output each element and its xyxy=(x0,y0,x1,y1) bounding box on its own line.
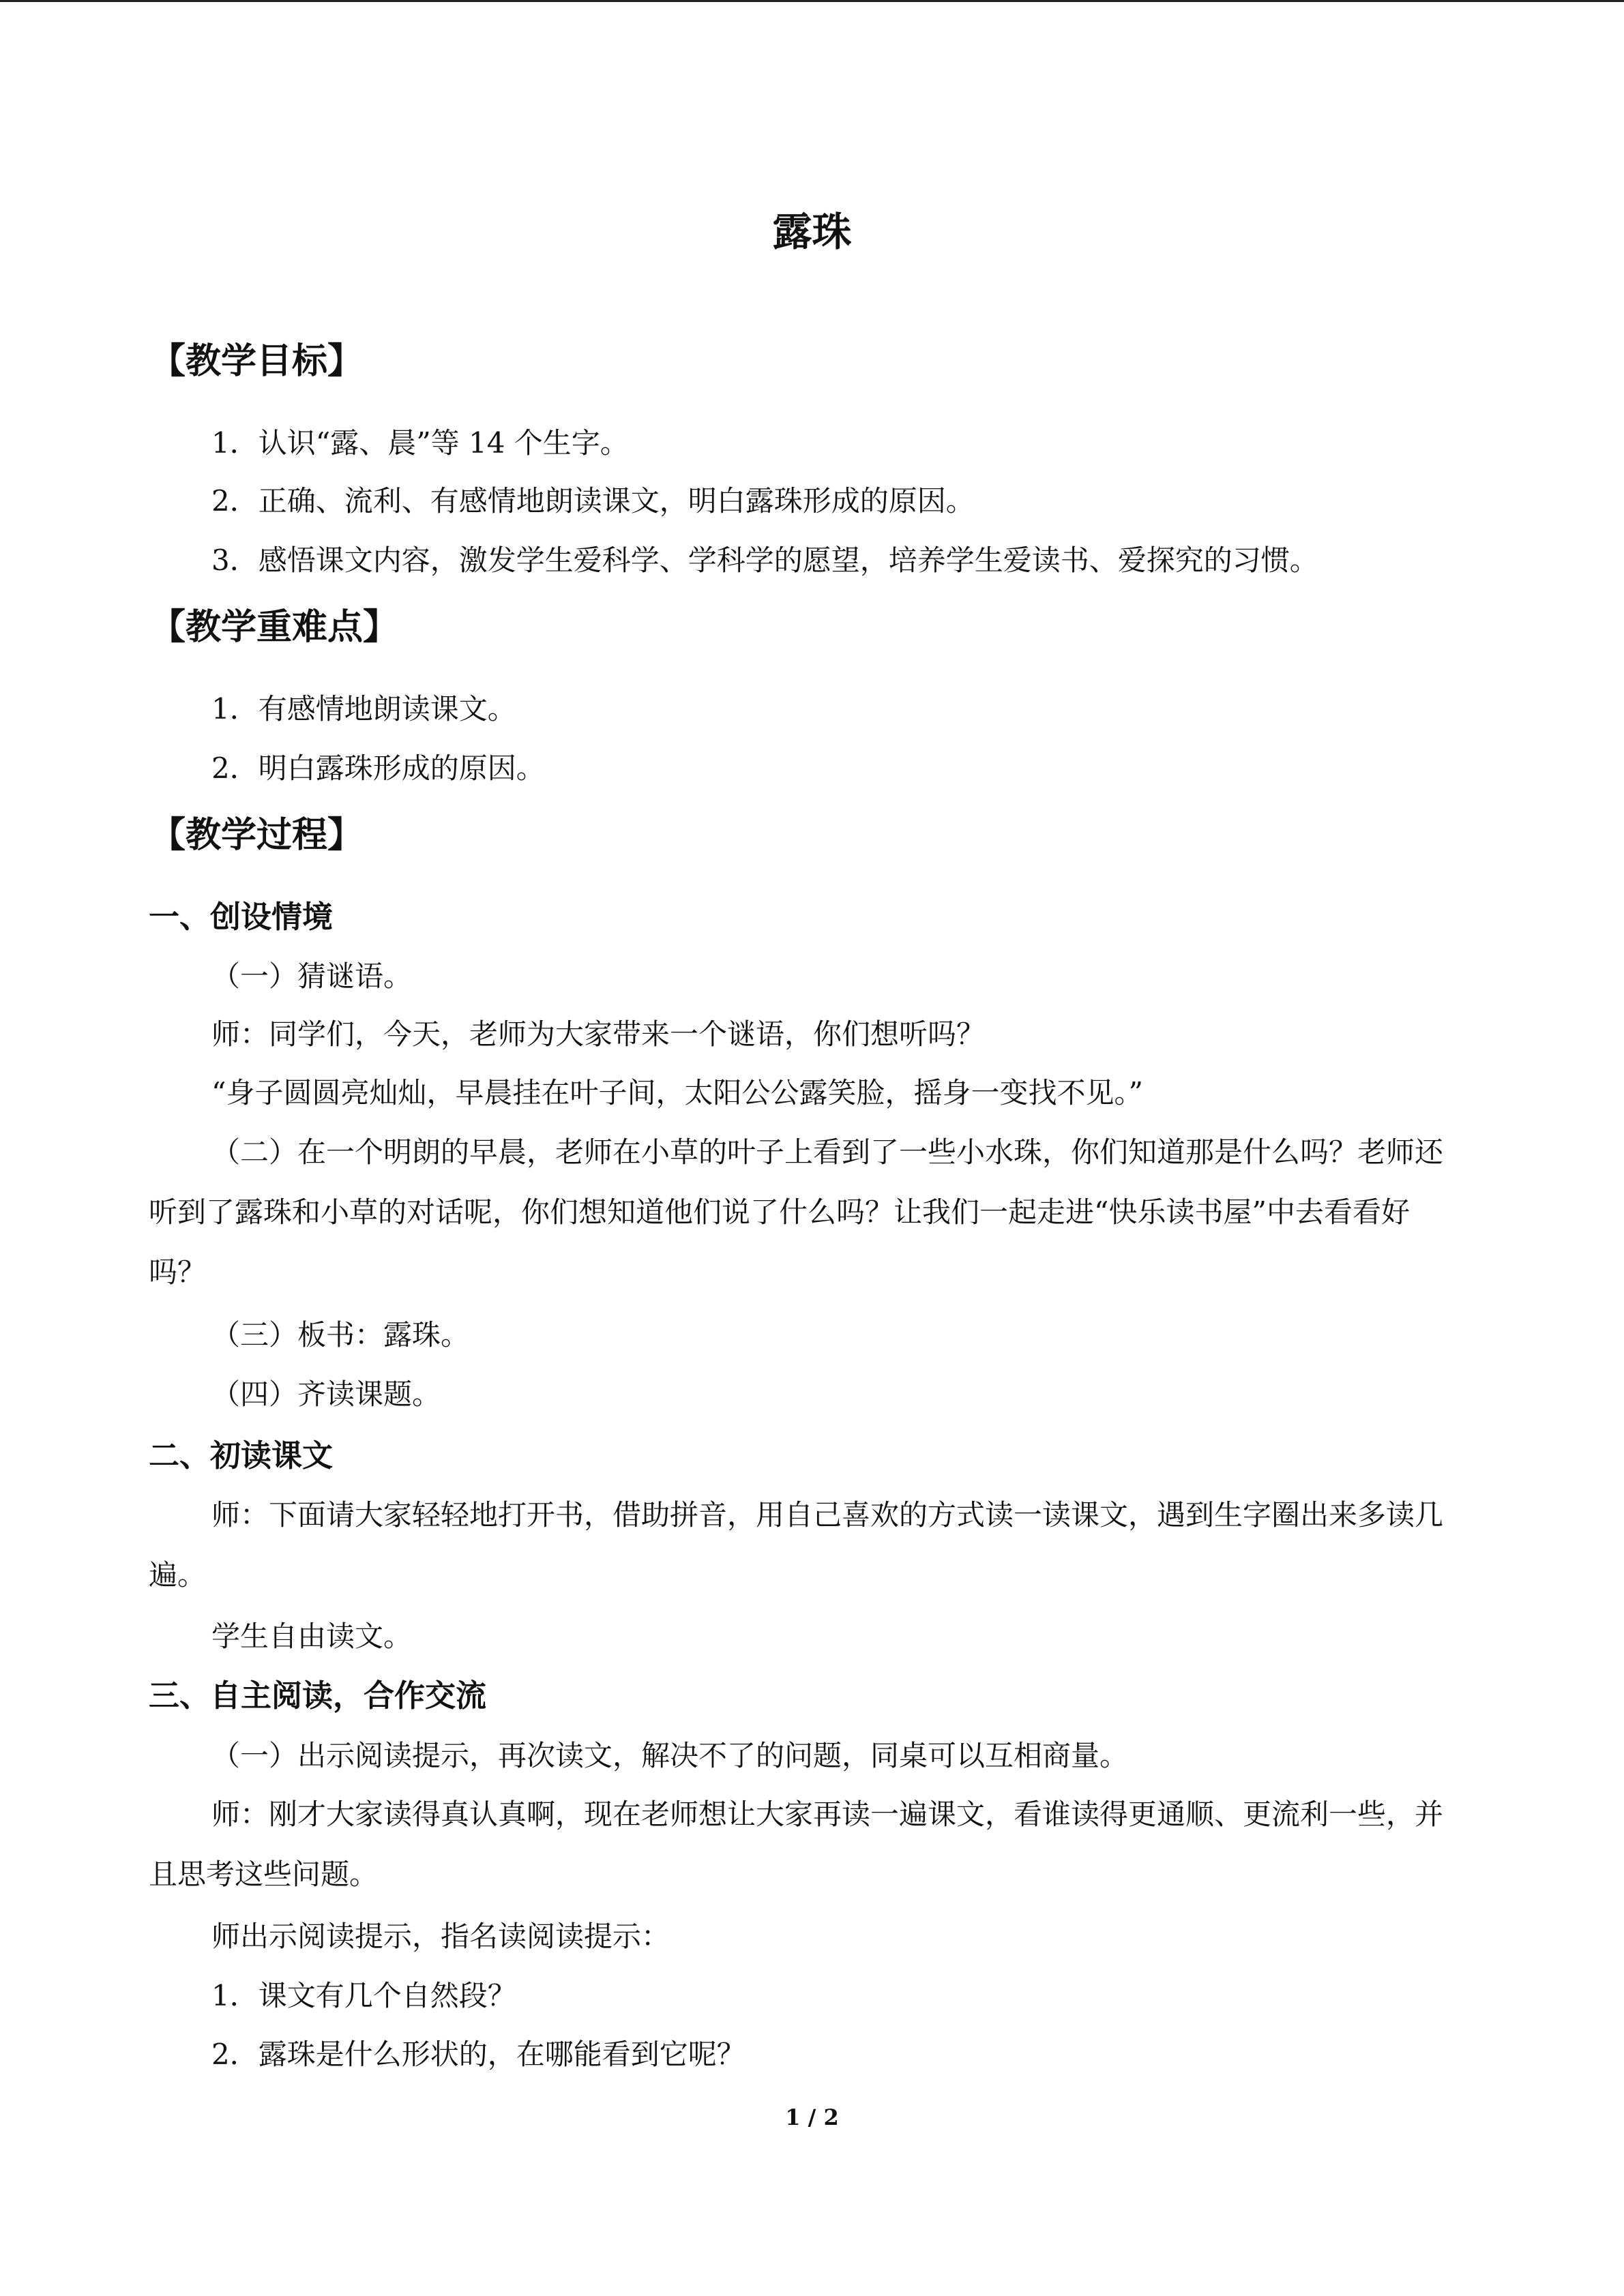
document-title: 露珠 xyxy=(772,209,852,255)
process-part3-line-4: 1．课文有几个自然段？ xyxy=(211,1979,516,2012)
section-heading-objectives: 【教学目标】 xyxy=(150,341,364,382)
objective-item-2: 2．正确、流利、有感情地朗读课文，明白露珠形成的原因。 xyxy=(211,484,975,518)
process-part2-heading: 二、初读课文 xyxy=(149,1437,334,1474)
process-part1-line-1: （一）猜谜语。 xyxy=(211,959,413,993)
process-part1-paragraph-4: （二）在一个明朗的早晨，老师在小草的叶子上看到了一些小水珠，你们知道那是什么吗？老师还听到了露珠和小草的对话呢，你们想知道他们说了什么吗？让我们一起走进“快乐读书屋”中去看看好吗？ xyxy=(149,1135,1444,1289)
process-part3-line-3: 师出示阅读提示，指名读阅读提示： xyxy=(211,1920,670,1953)
process-part2-line-2: 学生自由读文。 xyxy=(211,1620,413,1653)
section-heading-process: 【教学过程】 xyxy=(150,815,364,856)
key-point-item-1: 1．有感情地朗读课文。 xyxy=(211,692,516,726)
page-number: 1 / 2 xyxy=(785,2104,839,2130)
process-part1-line-2: 师：同学们，今天，老师为大家带来一个谜语，你们想听吗？ xyxy=(211,1017,986,1051)
objective-item-3: 3．感悟课文内容，激发学生爱科学、学科学的愿望，培养学生爱读书、爱探究的习惯。 xyxy=(211,543,1318,577)
process-part3-heading: 三、自主阅读，合作交流 xyxy=(149,1678,487,1714)
process-part1-line-6: （四）齐读课题。 xyxy=(211,1377,441,1411)
section-heading-key-points: 【教学重难点】 xyxy=(150,607,399,648)
process-part1-line-3: “身子圆圆亮灿灿，早晨挂在叶子间，太阳公公露笑脸，摇身一变找不见。” xyxy=(211,1076,1143,1109)
process-part2-paragraph-1: 师：下面请大家轻轻地打开书，借助拼音，用自己喜欢的方式读一读课文，遇到生字圈出来多读几遍。 xyxy=(149,1498,1444,1592)
process-part3-line-5: 2．露珠是什么形状的，在哪能看到它呢？ xyxy=(211,2038,745,2071)
process-part1-line-5: （三）板书：露珠。 xyxy=(211,1318,470,1352)
key-point-item-2: 2．明白露珠形成的原因。 xyxy=(211,751,545,785)
objective-item-1: 1．认识“露、晨”等 14 个生字。 xyxy=(211,426,629,460)
process-part3-line-1: （一）出示阅读提示，再次读文，解决不了的问题，同桌可以互相商量。 xyxy=(211,1739,1129,1772)
process-part3-paragraph-2: 师：刚才大家读得真认真啊，现在老师想让大家再读一遍课文，看谁读得更通顺、更流利一些，并且思考这些问题。 xyxy=(149,1798,1444,1891)
process-part1-heading: 一、创设情境 xyxy=(149,899,334,935)
